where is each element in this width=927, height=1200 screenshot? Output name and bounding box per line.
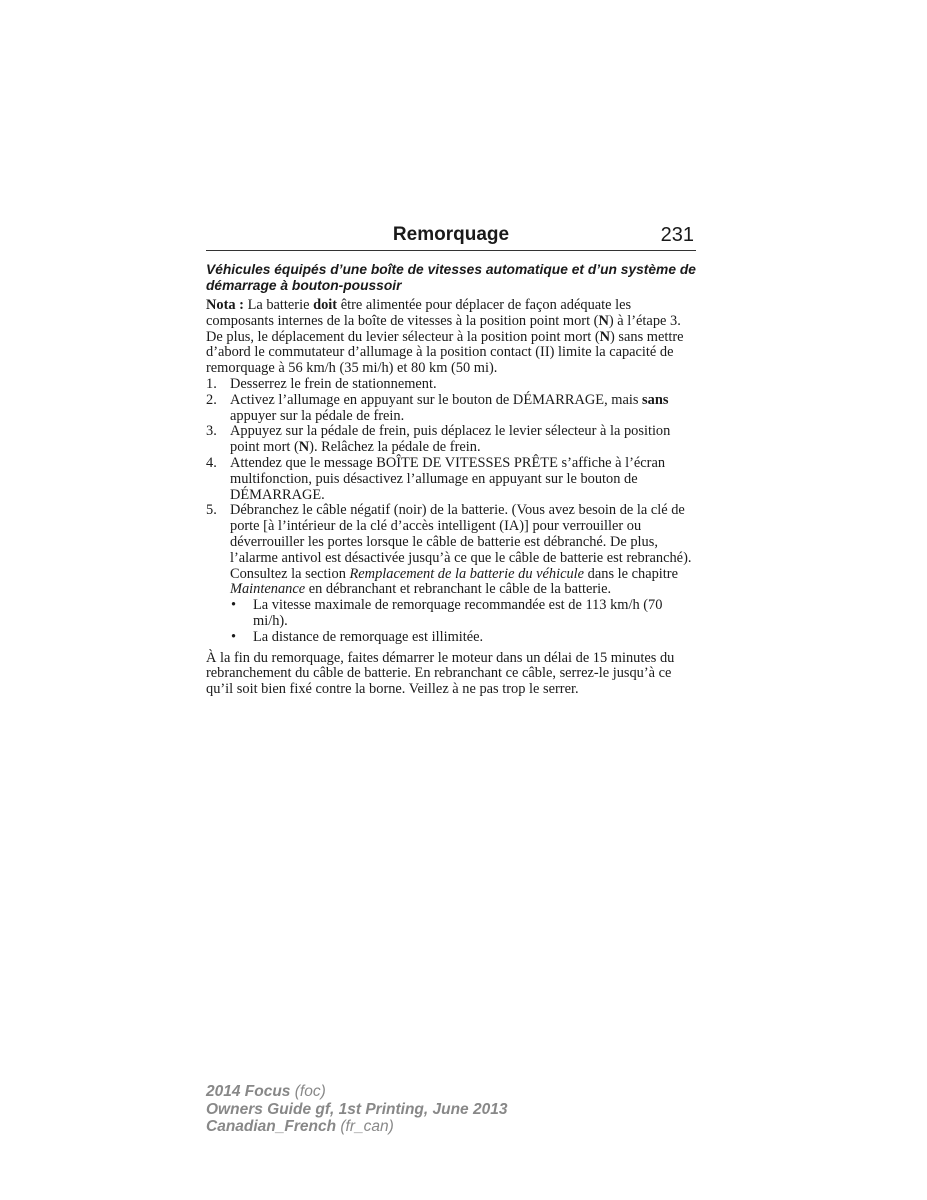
page-number: 231 [660, 224, 694, 246]
bullet-icon: • [231, 597, 237, 614]
step-text: ). Relâchez la pédale de frein. [309, 439, 481, 456]
step-number: 2. [206, 391, 217, 408]
step-3 [206, 424, 696, 456]
footer-language: Canadian_French [206, 1118, 337, 1135]
step-number: 3. [206, 423, 217, 440]
footer-line-1 [206, 1083, 507, 1101]
footer-model-code: (foc) [290, 1083, 326, 1100]
bullet-icon: • [231, 628, 237, 645]
step-text: en débranchant et rebranchant le câble de la batterie. [305, 581, 612, 598]
footer-line-3 [206, 1118, 507, 1136]
section-title: Remorquage [392, 224, 510, 245]
note-text-2: être alimentée pour déplacer de façon adéquate les composants internes de la boîte de vitesses à la position point mort ( [206, 297, 632, 329]
step-text: Desserrez le frein de stationnement. [230, 375, 437, 392]
bullet-item-2 [206, 630, 696, 646]
page-content [206, 262, 696, 698]
bullet-item-1 [206, 598, 696, 630]
step-bold: sans [642, 391, 669, 408]
step-number: 5. [206, 502, 217, 519]
page-header [206, 224, 696, 251]
step-1 [206, 377, 696, 393]
note-bold-n2: N [599, 328, 611, 345]
note-text-3: ) à l’étape 3. De plus, le déplacement du levier sélecteur à la position point mort ( [206, 312, 681, 345]
step-text: Attendez que le message BOÎTE DE VITESSES PRÊTE s’affiche à l’écran multifonction, puis désactivez l’allumage en appuyant sur le bouton de DÉMARRAGE. [230, 454, 666, 503]
step-bold: N [298, 439, 310, 456]
note-text-4: ) sans mettre d’abord le commutateur d’allumage à la position contact (II) limite la capacité de remorquage à 56 km/h (35 mi/h) et 80 km (50 mi). [206, 328, 684, 377]
step-2 [206, 393, 696, 425]
bullet-text: La vitesse maximale de remorquage recommandée est de 113 km/h (70 mi/h). [253, 597, 663, 629]
footer-printing: Owners Guide gf, 1st Printing, June 2013 [206, 1100, 508, 1118]
step-text: Activez l’allumage en appuyant sur le bouton de DÉMARRAGE, mais [230, 391, 643, 408]
note-label: Nota : [206, 297, 244, 313]
step-text: dans le chapitre [584, 565, 678, 582]
footer-language-code: (fr_can) [336, 1118, 394, 1135]
step-text: Appuyez sur la pédale de frein, puis déplacez le levier sélecteur à la position point mort ( [230, 423, 671, 456]
page-footer [206, 1083, 507, 1136]
step-text: appuyer sur la pédale de frein. [230, 407, 405, 424]
note-bold-doit: doit [313, 297, 338, 313]
step-italic: Maintenance [230, 581, 306, 598]
note-text-1: La batterie [243, 297, 314, 313]
closing-paragraph: À la fin du remorquage, faites démarrer le moteur dans un délai de 15 minutes du rebranchement du câble de batterie. En rebranchant ce câble, serrez-le jusqu’à ce qu’il soit bien fixé contre la borne. Veillez à ne pas trop le serrer. [206, 649, 675, 698]
step-number: 1. [206, 375, 217, 392]
note-paragraph [206, 298, 696, 377]
step-italic: Remplacement de la batterie du véhicule [349, 565, 585, 582]
note-bold-n1: N [598, 312, 609, 329]
step-text: Débranchez le câble négatif (noir) de la batterie. (Vous avez besoin de la clé de porte [à l’intérieur de la clé d’accès intelligent (IA)] pour verrouiller ou déverrouiller les portes lorsque le câble de batterie est débranché. De plus, l’alarme antivol est désactivée jusqu’à ce que le câble de batterie est rebranché). Consultez la section [230, 502, 692, 582]
step-number: 4. [206, 454, 217, 471]
step-5 [206, 503, 696, 598]
bullet-text: La distance de remorquage est illimitée. [253, 628, 484, 645]
footer-model: 2014 Focus [206, 1083, 291, 1100]
step-4 [206, 456, 696, 503]
footer-line-2 [206, 1101, 507, 1119]
subheading: Véhicules équipés d’une boîte de vitesses automatique et d’un système de démarrage à bouton-poussoir [206, 262, 696, 293]
